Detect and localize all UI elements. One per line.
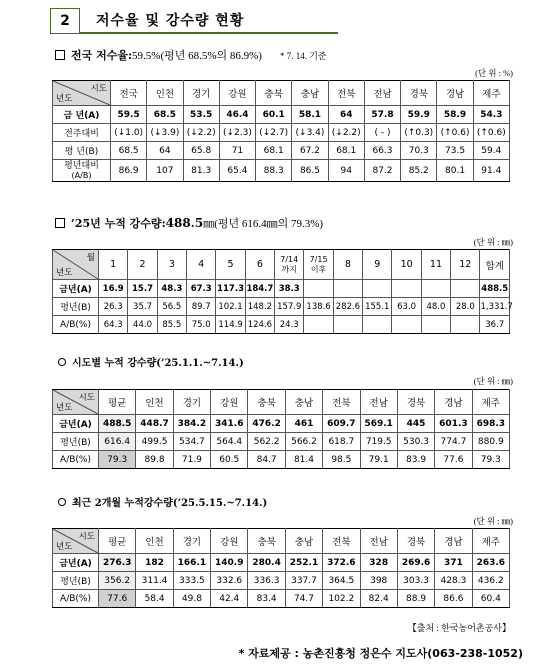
data-cell: 774.7 [435,433,472,451]
column-header: 강원 [211,529,248,554]
column-header: 인천 [136,390,173,415]
data-cell: 86.6 [435,590,472,608]
data-cell: 56.5 [157,298,186,316]
data-cell [333,316,362,334]
row-label: 평년(B) [53,572,99,590]
column-header: 강원 [219,81,255,106]
recent-unit: (단 위 : ㎜) [473,516,513,526]
data-cell: 83.9 [397,451,434,469]
data-cell [421,316,450,334]
column-header: 경북 [401,81,437,106]
section-header [50,8,338,36]
data-cell: 71.9 [173,451,210,469]
data-cell: 114.9 [216,316,245,334]
data-cell: 445 [397,415,434,433]
column-header: 2 [128,250,157,280]
data-cell: 80.1 [437,160,473,182]
data-cell: 36.7 [480,316,510,334]
data-cell: 71 [219,142,255,160]
corner-row-label: 년도 [56,542,73,552]
data-cell: 85.5 [157,316,186,334]
data-cell [304,280,333,298]
data-cell: 81.3 [183,160,219,182]
column-header: 12 [451,250,480,280]
data-cell: 67.2 [292,142,328,160]
column-header: 충북 [248,529,285,554]
data-cell: 68.5 [147,106,183,124]
data-cell: 60.5 [211,451,248,469]
data-cell: ( - ) [364,124,400,142]
column-header: 경남 [435,390,472,415]
data-cell: (↑0.3) [401,124,437,142]
data-cell: 332.6 [211,572,248,590]
data-cell: 155.1 [363,298,392,316]
reservoir-value: 59.5%(평년 68.5%의 86.9%) [132,50,262,62]
data-cell: 448.7 [136,415,173,433]
row-label: 평년(B) [53,298,99,316]
table-header-row [53,390,510,415]
data-cell: 303.3 [397,572,434,590]
corner-column-label: 시도 [90,84,107,94]
table-row [53,554,510,572]
precip-label: ’25년 누적 강수량 [71,217,162,230]
column-header: 7/14 까지 [275,250,304,280]
data-cell: 371 [435,554,472,572]
data-cell [363,316,392,334]
precip-value-rest: ㎜(평년 616.4㎜의 79.3%) [203,218,324,230]
circle-bullet-icon [58,498,66,506]
table-header-row [53,250,510,280]
recent-precip-table [52,528,510,608]
row-label: A/B(%) [53,316,99,334]
data-cell: 64 [328,106,364,124]
data-cell [392,316,421,334]
data-cell: 124.6 [245,316,274,334]
data-cell: 252.1 [285,554,322,572]
column-header: 충남 [285,529,322,554]
column-header: 제주 [473,81,509,106]
table-corner-header [53,390,99,415]
data-cell: 384.2 [173,415,210,433]
data-cell: 601.3 [435,415,472,433]
data-cell: 372.6 [323,554,360,572]
data-cell: 83.4 [248,590,285,608]
column-header: 제주 [472,529,509,554]
data-cell: 79.1 [360,451,397,469]
section-title: 저수율 및 강수량 현황 [80,8,338,34]
data-cell: 569.1 [360,415,397,433]
data-cell: 282.6 [333,298,362,316]
data-cell: 337.7 [285,572,322,590]
recent-heading [58,494,267,509]
data-cell: 328 [360,554,397,572]
data-cell: 98.5 [323,451,360,469]
data-cell: 311.4 [136,572,173,590]
data-cell: 65.8 [183,142,219,160]
table-row [53,415,510,433]
row-label: 금년(A) [53,415,99,433]
corner-column-label: 월 [86,253,95,263]
data-cell: (↓3.4) [292,124,328,142]
data-cell: 269.6 [397,554,434,572]
data-cell: 46.4 [219,106,255,124]
table-corner-header [53,529,99,554]
reservoir-unit: (단 위 : %) [475,68,513,78]
data-cell: 15.7 [128,280,157,298]
data-cell: 356.2 [99,572,136,590]
data-cell: (↓2.2) [328,124,364,142]
data-cell: 74.7 [285,590,322,608]
column-header: 합계 [480,250,510,280]
column-header: 충북 [248,390,285,415]
data-cell: 89.7 [187,298,216,316]
column-header: 전북 [328,81,364,106]
data-cell [421,280,450,298]
data-cell: 436.2 [472,572,509,590]
corner-row-label: 년도 [56,268,73,278]
data-cell: 102.2 [323,590,360,608]
data-cell: 35.7 [128,298,157,316]
column-header: 인천 [136,529,173,554]
column-header: 경기 [173,390,210,415]
data-cell: 64.3 [99,316,128,334]
column-header: 11 [421,250,450,280]
data-cell: 58.1 [292,106,328,124]
data-cell: 476.2 [248,415,285,433]
data-cell: (↓1.0) [111,124,147,142]
section-number: 2 [50,8,80,34]
corner-column-label: 시도 [78,393,95,403]
square-bullet-icon [55,218,65,228]
data-cell: 499.5 [136,433,173,451]
column-header: 제주 [472,390,509,415]
column-header: 8 [333,250,362,280]
data-cell: 79.3 [472,451,509,469]
data-cell: 719.5 [360,433,397,451]
data-cell: 86.9 [111,160,147,182]
column-header: 충북 [256,81,292,106]
data-cell: 59.5 [111,106,147,124]
row-label: 평년(B) [53,433,99,451]
data-cell: 276.3 [99,554,136,572]
column-header: 전북 [323,529,360,554]
column-header: 충남 [292,81,328,106]
table-row [53,160,510,182]
data-cell: 89.8 [136,451,173,469]
data-cell: 16.9 [99,280,128,298]
row-label: 평 년(B) [53,142,111,160]
row-label: 평년대비 (A/B) [53,160,111,182]
data-cell [451,316,480,334]
column-header: 1 [99,250,128,280]
data-cell: 48.0 [421,298,450,316]
square-bullet-icon [55,50,65,60]
column-header: 경북 [397,390,434,415]
column-header: 경남 [435,529,472,554]
monthly-precip-table [52,249,513,334]
data-cell: 698.3 [472,415,509,433]
row-label: 전주대비 [53,124,111,142]
regional-precip-table [52,389,510,469]
data-cell: 28.0 [451,298,480,316]
data-cell: 117.3 [216,280,245,298]
circle-bullet-icon [58,358,66,366]
data-cell: 263.6 [472,554,509,572]
data-cell: 58.9 [437,106,473,124]
table-row [53,433,510,451]
data-cell: 53.5 [183,106,219,124]
data-cell: 85.2 [401,160,437,182]
data-cell: 79.3 [99,451,136,469]
column-header: 평균 [99,390,136,415]
column-header: 강원 [211,390,248,415]
data-cell: 84.7 [248,451,285,469]
table-corner-header [53,250,99,280]
data-cell: 91.4 [473,160,509,182]
table-header-row [53,81,510,106]
corner-column-label: 시도 [78,532,95,542]
precip-unit: (단 위 : ㎜) [473,237,513,247]
row-label: 금년(A) [53,554,99,572]
data-cell: 68.5 [111,142,147,160]
table-corner-header [53,81,111,106]
data-cell: 68.1 [256,142,292,160]
data-cell: 24.3 [275,316,304,334]
regional-heading [58,354,244,369]
data-cell: 88.9 [397,590,434,608]
data-cell: 461 [285,415,322,433]
column-header: 전남 [360,390,397,415]
data-cell: 616.4 [99,433,136,451]
data-cell: 562.2 [248,433,285,451]
data-cell: 38.3 [275,280,304,298]
data-cell: 138.6 [304,298,333,316]
data-cell: 488.5 [99,415,136,433]
data-cell: 107 [147,160,183,182]
data-cell: 880.9 [472,433,509,451]
data-cell: 68.1 [328,142,364,160]
data-cell: 59.4 [473,142,509,160]
row-label: A/B(%) [53,451,99,469]
column-header: 3 [157,250,186,280]
row-label: 금 년(A) [53,106,111,124]
regional-period: (’25.1.1.~7.14.) [156,358,244,369]
precip-value: 488.5 [165,216,204,230]
data-cell: 64 [147,142,183,160]
data-cell [392,280,421,298]
data-cell: 609.7 [323,415,360,433]
column-header: 6 [245,250,274,280]
data-cell: 58.4 [136,590,173,608]
data-cell: 182 [136,554,173,572]
data-cell: (↑0.6) [437,124,473,142]
data-cell [333,280,362,298]
data-cell: 67.3 [187,280,216,298]
data-cell: 341.6 [211,415,248,433]
column-header: 경기 [183,81,219,106]
data-cell: 77.6 [435,451,472,469]
data-cell: 87.2 [364,160,400,182]
data-cell: 364.5 [323,572,360,590]
data-cell: 48.3 [157,280,186,298]
data-cell [363,280,392,298]
corner-row-label: 년도 [56,94,73,104]
data-cell: (↓2.2) [183,124,219,142]
column-header: 전남 [364,81,400,106]
data-cell: 530.3 [397,433,434,451]
data-cell: 75.0 [187,316,216,334]
data-cell: 44.0 [128,316,157,334]
data-cell: 398 [360,572,397,590]
data-cell: 65.4 [219,160,255,182]
data-cell: 81.4 [285,451,322,469]
data-cell: 60.1 [256,106,292,124]
table-row [53,280,510,298]
source-note: 【출처 : 한국농어촌공사】 [407,623,511,633]
data-cell: 26.3 [99,298,128,316]
column-header: 평균 [99,529,136,554]
data-cell: 49.8 [173,590,210,608]
data-cell: 157.9 [275,298,304,316]
recent-period: (’25.5.15.~7.14.) [172,498,268,509]
data-cell: 618.7 [323,433,360,451]
reservoir-table [52,80,510,182]
data-cell: 86.5 [292,160,328,182]
regional-unit: (단 위 : ㎜) [473,376,513,386]
data-cell: 42.4 [211,590,248,608]
data-cell: 66.3 [364,142,400,160]
table-row [53,106,510,124]
data-cell: 166.1 [173,554,210,572]
row-label: A/B(%) [53,590,99,608]
data-cell: 280.4 [248,554,285,572]
column-header: 인천 [147,81,183,106]
data-cell [304,316,333,334]
column-header: 9 [363,250,392,280]
data-cell: 57.8 [364,106,400,124]
data-cell: 1,331.7 [480,298,510,316]
column-header: 전북 [323,390,360,415]
precip-heading: ’25년 누적 강수량 : 488.5 ㎜(평년 616.4㎜의 79.3%) [55,215,323,231]
reservoir-date: * 7. 14. 기준 [279,51,327,61]
data-cell: 70.3 [401,142,437,160]
data-cell: 88.3 [256,160,292,182]
data-cell: 140.9 [211,554,248,572]
data-cell: 428.3 [435,572,472,590]
data-cell: 534.7 [173,433,210,451]
data-cell: 102.1 [216,298,245,316]
table-row [53,451,510,469]
data-cell: 566.2 [285,433,322,451]
data-cell: 333.5 [173,572,210,590]
data-cell: 73.5 [437,142,473,160]
data-cell: 94 [328,160,364,182]
column-header: 경북 [397,529,434,554]
data-cell: 82.4 [360,590,397,608]
column-header: 7/15 이후 [304,250,333,280]
table-row [53,142,510,160]
column-header: 5 [216,250,245,280]
data-cell: 77.6 [99,590,136,608]
reservoir-label: 전국 저수율 [71,49,128,62]
data-cell: (↓2.3) [219,124,255,142]
column-header: 경남 [437,81,473,106]
recent-label: 최근 2개월 누적강수량 [72,498,173,509]
corner-row-label: 년도 [56,403,73,413]
data-cell: 336.3 [248,572,285,590]
column-header: 10 [392,250,421,280]
data-cell: (↓3.9) [147,124,183,142]
column-header: 전국 [111,81,147,106]
reservoir-heading: 전국 저수율 : 59.5%(평년 68.5%의 86.9%) * 7. 14. 기준 [55,47,327,63]
regional-label: 시도별 누적 강수량 [72,358,157,369]
table-row [53,316,510,334]
column-header: 충남 [285,390,322,415]
data-cell: 564.4 [211,433,248,451]
data-cell: 488.5 [480,280,510,298]
data-cell: 184.7 [245,280,274,298]
data-cell: (↑0.6) [473,124,509,142]
data-cell: 63.0 [392,298,421,316]
table-row [53,124,510,142]
table-row [53,590,510,608]
table-header-row [53,529,510,554]
column-header: 4 [187,250,216,280]
data-cell: 148.2 [245,298,274,316]
table-row [53,298,510,316]
data-cell: 60.4 [472,590,509,608]
data-cell: 59.9 [401,106,437,124]
data-cell [451,280,480,298]
contact-note: * 자료제공 : 농촌진흥청 정은수 지도사(063-238-1052) [238,647,523,660]
data-cell: (↓2.7) [256,124,292,142]
data-cell: 54.3 [473,106,509,124]
table-row [53,572,510,590]
column-header: 전남 [360,529,397,554]
column-header: 경기 [173,529,210,554]
row-label: 금년(A) [53,280,99,298]
